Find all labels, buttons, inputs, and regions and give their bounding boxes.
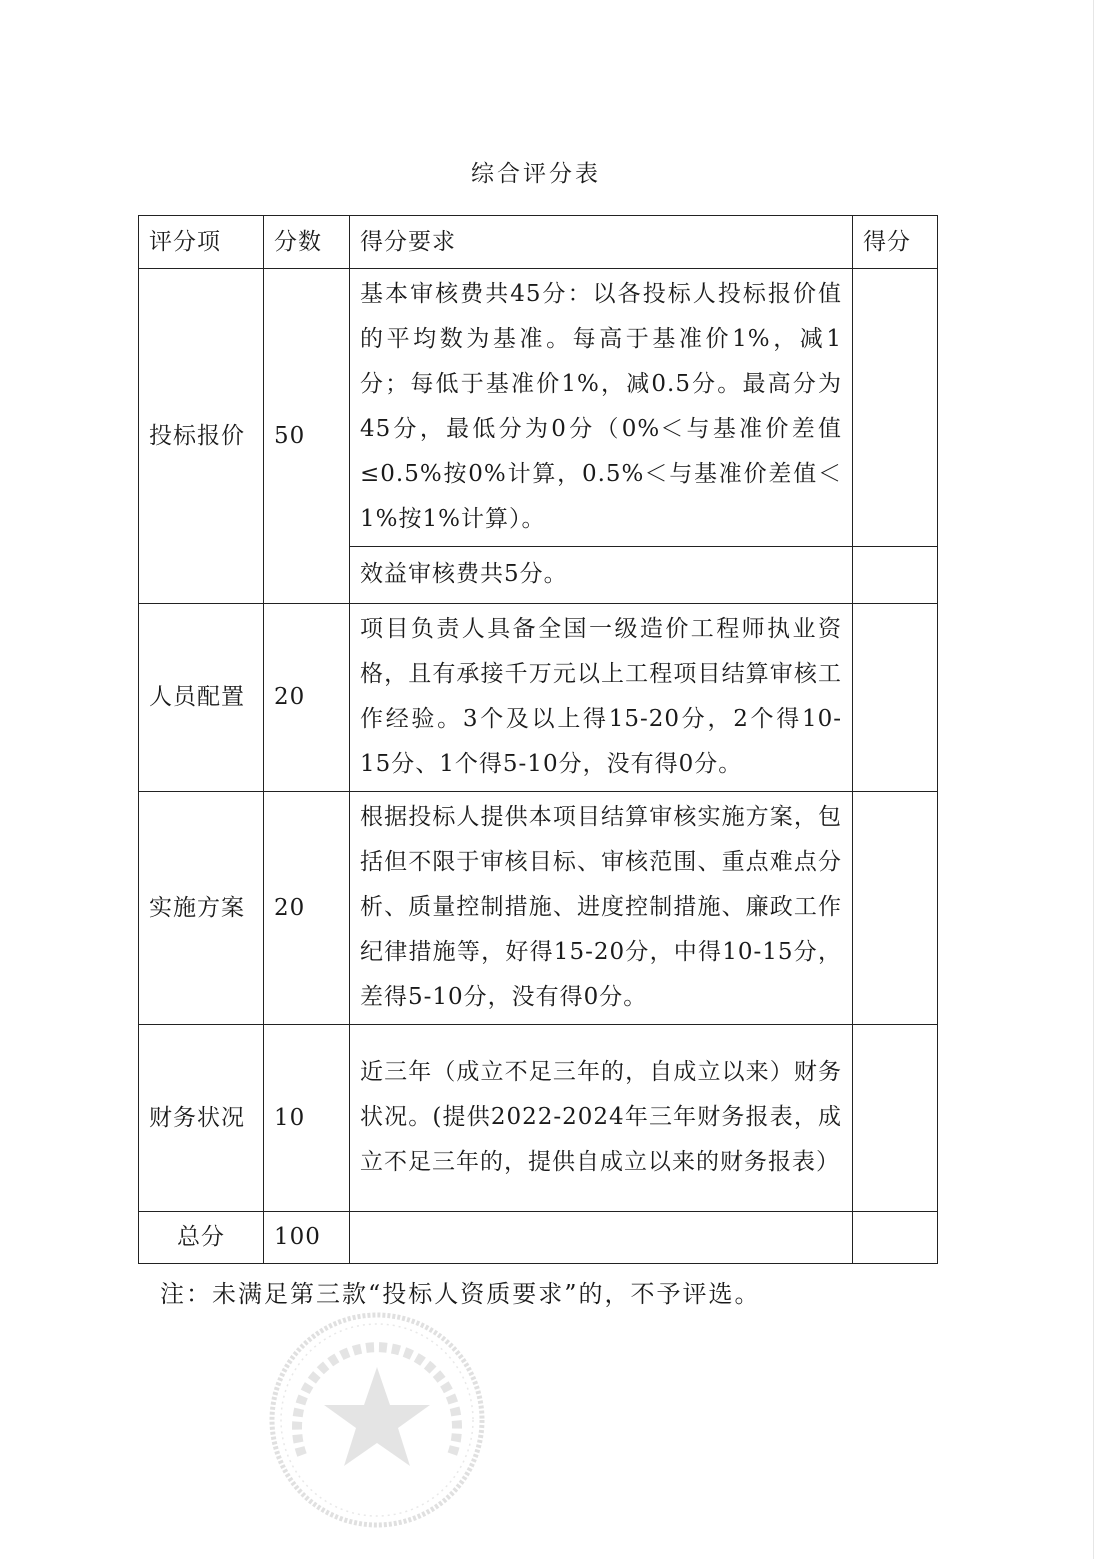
total-item: 总分 (139, 1212, 264, 1264)
table-row-staffing (139, 604, 938, 792)
bid-price-requirement-basic: 基本审核费共45分：以各投标人投标报价值的平均数为基准。每高于基准价1%，减1分；每低于基准价1%，减0.5分。最高分为45分，最低分为0分（0%＜与基准价差值≤0.5%按0%计算，0.5%＜与基准价差值＜1%按1%计算）。 (350, 269, 853, 547)
plan-requirement: 根据投标人提供本项目结算审核实施方案，包括但不限于审核目标、审核范围、重点难点分析、质量控制措施、进度控制措施、廉政工作纪律措施等，好得15-20分，中得10-15分，差得5-10分，没有得0分。 (350, 792, 853, 1025)
staffing-requirement: 项目负责人具备全国一级造价工程师执业资格，且有承接千万元以上工程项目结算审核工作经验。3个及以上得15-20分，2个得10-15分、1个得5-10分，没有得0分。 (350, 604, 853, 792)
staffing-item: 人员配置 (139, 604, 264, 792)
finance-score (853, 1025, 938, 1212)
table-header-row (139, 216, 938, 269)
total-score (853, 1212, 938, 1264)
finance-item: 财务状况 (139, 1025, 264, 1212)
seal-star (324, 1367, 430, 1466)
bid-price-score-benefit (853, 547, 938, 604)
bid-price-score-basic (853, 269, 938, 547)
table-row-total (139, 1212, 938, 1264)
total-requirement (350, 1212, 853, 1264)
finance-points: 10 (264, 1025, 350, 1212)
footnote: 注：未满足第三款“投标人资质要求”的，不予评选。 (160, 1280, 761, 1308)
staffing-points: 20 (264, 604, 350, 792)
official-seal-icon (262, 1305, 492, 1535)
finance-requirement: 近三年（成立不足三年的，自成立以来）财务状况。(提供2022-2024年三年财务报表，成立不足三年的，提供自成立以来的财务报表） (350, 1025, 853, 1212)
header-points: 分数 (264, 216, 350, 269)
plan-points: 20 (264, 792, 350, 1025)
page-title: 综合评分表 (471, 161, 601, 187)
total-points: 100 (264, 1212, 350, 1264)
plan-item: 实施方案 (139, 792, 264, 1025)
bid-price-requirement-benefit: 效益审核费共5分。 (350, 547, 853, 604)
plan-score (853, 792, 938, 1025)
table-row-plan (139, 792, 938, 1025)
header-item: 评分项 (139, 216, 264, 269)
bid-price-item: 投标报价 (139, 269, 264, 604)
scoring-table (138, 215, 938, 1264)
bid-price-points: 50 (264, 269, 350, 604)
staffing-score (853, 604, 938, 792)
table-row-bid-price (139, 269, 938, 547)
header-requirement: 得分要求 (350, 216, 853, 269)
table-row-finance (139, 1025, 938, 1212)
header-score: 得分 (853, 216, 938, 269)
page-edge (1093, 0, 1094, 1559)
